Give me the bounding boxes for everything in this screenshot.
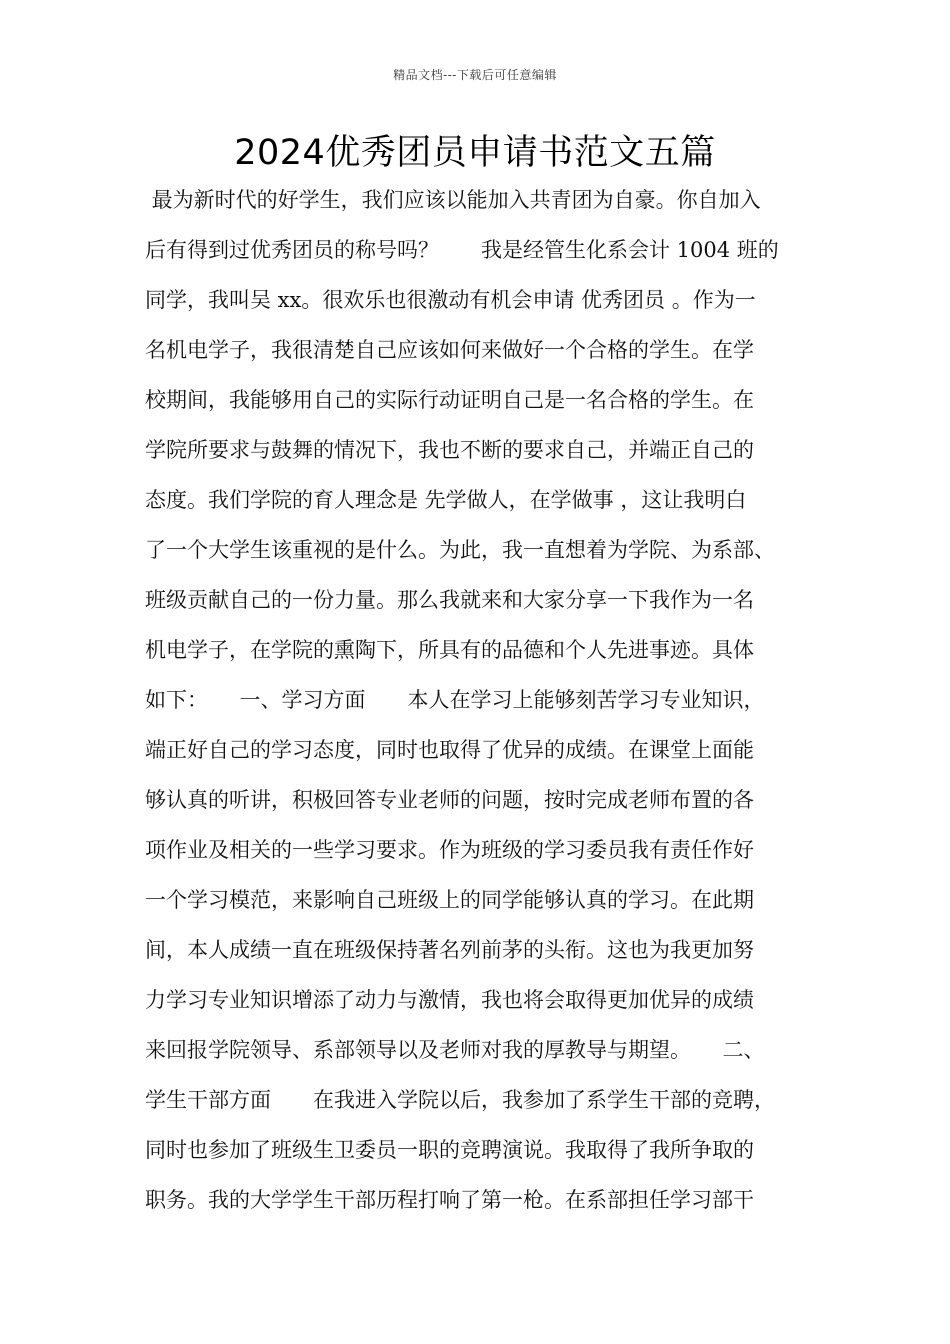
page-header: 精品文档---下载后可任意编辑 [393,68,557,82]
body-text-line: 一个学习模范，来影响自己班级上的同学能够认真的学习。在此期 [145,888,754,912]
body-text-line: 来回报学院领导、系部领导以及老师对我的厚教导与期望。 二、 [145,1038,765,1062]
body-text-line: 最为新时代的好学生，我们应该以能加入共青团为自豪。你自加入 [145,188,761,212]
document-body [145,175,815,1225]
body-text-line: 端正好自己的学习态度，同时也取得了优异的成绩。在课堂上面能 [145,738,754,762]
body-text-line: 力学习专业知识增添了动力与激情，我也将会取得更加优异的成绩 [145,988,754,1012]
body-text-line: 机电学子，在学院的熏陶下，所具有的品德和个人先进事迹。具体 [145,638,754,662]
body-text-line: 学院所要求与鼓舞的情况下，我也不断的要求自己，并端正自己的 [145,438,754,462]
document-title: 2024优秀团员申请书范文五篇 [234,133,716,173]
body-text-line: 学生干部方面 在我进入学院以后，我参加了系学生干部的竞聘， [145,1088,775,1112]
body-text-line: 名机电学子，我很清楚自己应该如何来做好一个合格的学生。在学 [145,338,754,362]
body-text-line: 校期间，我能够用自己的实际行动证明自己是一名合格的学生。在 [145,388,754,412]
body-text-line: 职务。我的大学学生干部历程打响了第一枪。在系部担任学习部干 [145,1188,754,1212]
body-text-line: 间，本人成绩一直在班级保持著名列前茅的头衔。这也为我更加努 [145,938,754,962]
body-text-line: 了一个大学生该重视的是什么。为此，我一直想着为学院、为系部、 [145,538,775,562]
body-text-line: 够认真的听讲，积极回答专业老师的问题，按时完成老师布置的各 [145,788,754,812]
body-text-line: 如下： 一、学习方面 本人在学习上能够刻苦学习专业知识， [145,688,765,712]
body-text-line: 态度。我们学院的育人理念是 先学做人，在学做事 ，这让我明白 [145,488,747,512]
body-text-line: 同学，我叫吴 xx。很欢乐也很激动有机会申请 优秀团员 。作为一 [145,288,756,312]
body-text-line: 后有得到过优秀团员的称号吗？ 我是经管生化系会计 1004 班的 [145,238,779,262]
body-text-line: 项作业及相关的一些学习要求。作为班级的学习委员我有责任作好 [145,838,754,862]
body-text-line: 班级贡献自己的一份力量。那么我就来和大家分享一下我作为一名 [145,588,754,612]
body-text-line: 同时也参加了班级生卫委员一职的竞聘演说。我取得了我所争取的 [145,1138,754,1162]
